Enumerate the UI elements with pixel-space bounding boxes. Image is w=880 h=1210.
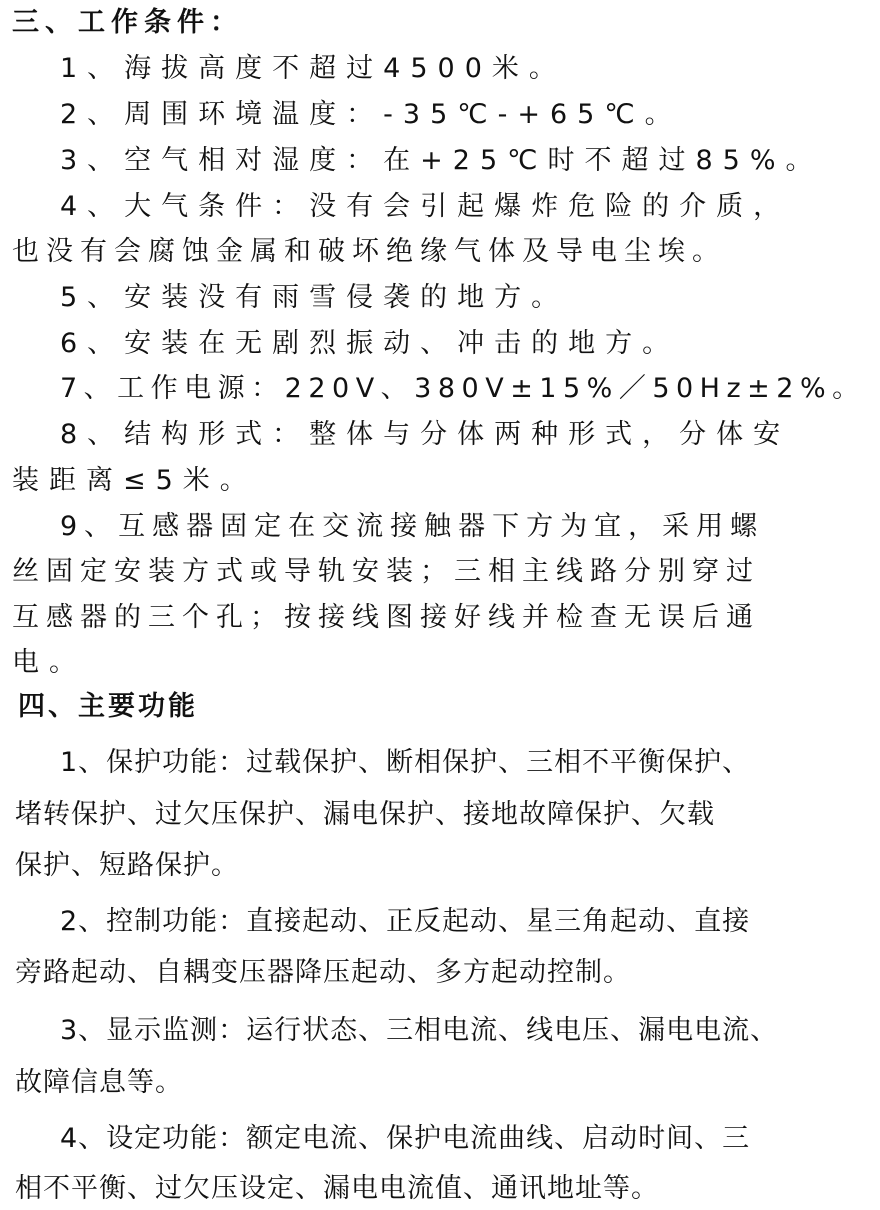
section-4-item-4-cont: 相不平衡、过欠压设定、漏电电流值、通讯地址等。	[15, 1173, 659, 1204]
section-4-item-1-cont-2: 保护、短路保护。	[15, 850, 239, 881]
section-3-heading: 三、工作条件：	[12, 7, 243, 38]
section-3-item-6: 6、安装在无剧烈振动、冲击的地方。	[60, 328, 680, 359]
section-4-heading: 四、主要功能	[18, 691, 198, 722]
section-4-item-4: 4、设定功能：额定电流、保护电流曲线、启动时间、三	[60, 1123, 751, 1154]
section-3-item-3: 3、空气相对湿度：在+25℃时不超过85%。	[60, 145, 823, 176]
section-3-item-8: 8、结构形式：整体与分体两种形式，分体安	[60, 419, 791, 450]
section-4-item-2: 2、控制功能：直接起动、正反起动、星三角起动、直接	[60, 906, 751, 937]
section-3-item-9-cont-2: 互感器的三个孔；按接线图接好线并检查无误后通	[12, 602, 760, 633]
section-4-item-1-cont-1: 堵转保护、过欠压保护、漏电保护、接地故障保护、欠载	[15, 799, 715, 830]
section-3-item-2: 2、周围环境温度：-35℃-+65℃。	[60, 99, 682, 130]
section-3-item-9-cont-3: 电。	[12, 647, 86, 678]
section-3-item-4: 4、大气条件：没有会引起爆炸危险的介质，	[60, 191, 791, 222]
section-3-item-5: 5、安装没有雨雪侵袭的地方。	[60, 282, 569, 313]
section-3-item-9-cont-1: 丝固定安装方式或导轨安装；三相主线路分别穿过	[12, 556, 760, 587]
section-4-item-3: 3、显示监测：运行状态、三相电流、线电压、漏电电流、	[60, 1015, 779, 1046]
section-3-item-7: 7、工作电源：220V、380V±15%／50Hz±2%。	[60, 373, 866, 404]
section-3-item-9: 9、互感器固定在交流接触器下方为宜，采用螺	[60, 511, 765, 542]
section-3-item-8-cont: 装距离≤5米。	[12, 465, 257, 496]
section-3-item-4-cont: 也没有会腐蚀金属和破坏绝缘气体及导电尘埃。	[12, 236, 726, 267]
section-4-item-3-cont: 故障信息等。	[15, 1067, 183, 1098]
section-4-item-2-cont: 旁路起动、自耦变压器降压起动、多方起动控制。	[15, 957, 631, 988]
section-4-item-1: 1、保护功能：过载保护、断相保护、三相不平衡保护、	[60, 747, 751, 778]
section-3-item-1: 1、海拔高度不超过4500米。	[60, 53, 566, 84]
